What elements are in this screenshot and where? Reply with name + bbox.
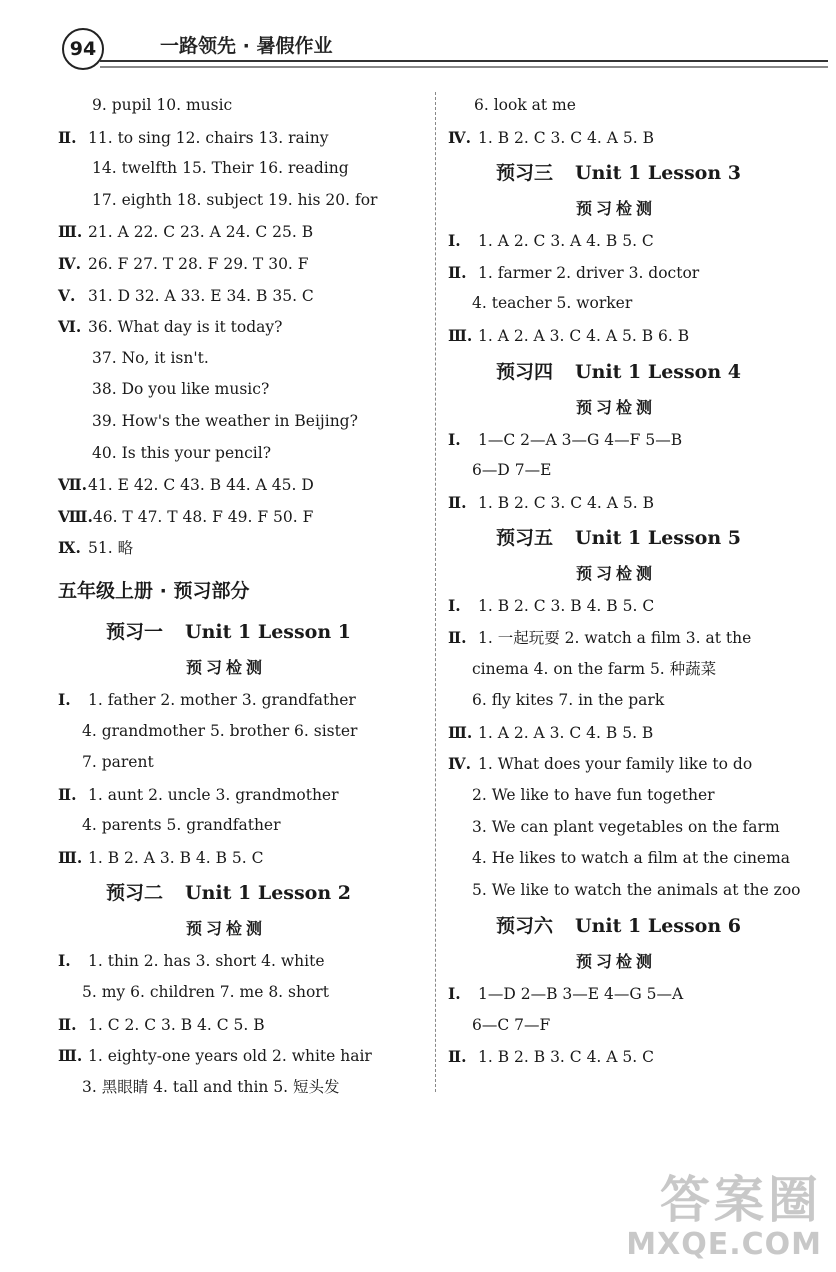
answer-text: 2. We like to have fun together [472,785,715,804]
answer-line [58,501,430,533]
watermark-logo-text: 答案圈 [660,1171,822,1229]
answer-line [448,257,828,289]
section-numeral: Ⅱ. [448,492,467,512]
lesson-heading-cn: 预习六 [496,915,554,938]
answer-line [58,374,430,406]
answer-line [448,90,828,122]
answer-line [448,654,828,686]
answer-line [58,1009,430,1041]
answer-text: 41. E 42. C 43. B 44. A 45. D [88,476,314,495]
answer-text: 40. Is this your pencil? [92,443,272,462]
answer-line [58,438,430,470]
header-rule-secondary [100,66,828,68]
answer-text: cinema 4. on the farm 5. 种蔬菜 [472,659,717,678]
preview-test-heading: 预习检测 [576,199,657,219]
lesson-heading [58,873,430,913]
section-numeral: Ⅳ. [448,127,471,147]
answer-text: 1. B 2. C 3. C 4. A 5. B [478,493,654,512]
lesson-heading [448,352,828,392]
preview-test-heading: 预习检测 [576,564,657,584]
answer-text: 14. twelfth 15. Their 16. reading [92,159,349,178]
answer-line [448,748,828,780]
answer-text: 1. B 2. B 3. C 4. A 5. C [478,1048,654,1067]
answer-line [58,406,430,438]
answer-text: 7. parent [82,753,154,772]
section-numeral: Ⅱ. [58,784,77,804]
section-numeral: Ⅱ. [58,127,77,147]
answer-line [448,717,828,749]
section-numeral: Ⅷ. [58,506,93,526]
answer-line [448,288,828,320]
answer-line [58,248,430,280]
answer-text: 6—C 7—F [472,1015,551,1034]
preview-test-heading: 预习检测 [186,919,267,939]
answer-text: 1. A 2. A 3. C 4. B 5. B [478,723,654,742]
answer-text: 4. grandmother 5. brother 6. sister [82,721,358,740]
section-numeral: Ⅲ. [58,222,83,242]
answer-text: 36. What day is it today? [88,318,283,337]
section-numeral: Ⅰ. [448,429,461,449]
preview-test-heading: 预习检测 [186,657,267,677]
answer-text: 3. We can plant vegetables on the farm [472,817,780,836]
answer-text: 1. aunt 2. uncle 3. grandmother [88,785,339,804]
section-numeral: Ⅱ. [58,1014,77,1034]
answer-text: 1. 一起玩耍 2. watch a film 3. at the [478,628,752,647]
answer-text: 1. eighty-one years old 2. white hair [88,1047,372,1066]
preview-test-heading: 预习检测 [576,397,657,417]
lesson-heading-en: Unit 1 Lesson 2 [185,882,352,905]
section-numeral: Ⅲ. [448,722,473,742]
section-numeral: Ⅵ. [58,317,82,337]
answer-text: 21. A 22. C 23. A 24. C 25. B [88,223,314,242]
answer-text: 51. 略 [88,539,134,558]
answer-line [58,185,430,217]
answer-line [448,685,828,717]
answer-line [448,487,828,519]
answer-line [448,875,828,907]
section-numeral: Ⅳ. [58,253,81,273]
answer-text: 38. Do you like music? [92,380,270,399]
answer-line [58,532,430,564]
answer-line [58,684,430,716]
answer-text: 17. eighth 18. subject 19. his 20. for [92,190,378,209]
section-numeral: Ⅲ. [58,847,83,867]
answer-text: 26. F 27. T 28. F 29. T 30. F [88,254,309,273]
left-column [58,90,430,1103]
answer-line [448,455,828,487]
answer-line [448,590,828,622]
answer-line [448,424,828,456]
right-column [448,90,828,1073]
column-divider [435,92,436,1092]
answer-text: 4. teacher 5. worker [472,294,633,313]
lesson-heading-en: Unit 1 Lesson 3 [575,162,742,185]
answer-text: 1. B 2. C 3. B 4. B 5. C [478,597,655,616]
answer-text: 1. B 2. A 3. B 4. B 5. C [88,848,264,867]
answer-text: 37. No, it isn't. [92,348,209,367]
lesson-heading-cn: 预习四 [496,360,554,383]
answer-text: 1. farmer 2. driver 3. doctor [478,263,700,282]
section-numeral: Ⅰ. [448,231,461,251]
section-numeral: Ⅸ. [58,538,81,558]
lesson-heading-cn: 预习二 [106,882,164,905]
answer-line [448,843,828,875]
answer-text: 5. my 6. children 7. me 8. short [82,983,329,1002]
answer-line [58,469,430,501]
page-number: 94 [62,28,104,70]
answer-line [58,842,430,874]
answer-text: 1—D 2—B 3—E 4—G 5—A [478,985,684,1004]
watermark-url: MXQE.COM [626,1227,822,1262]
answer-text: 1. What does your family like to do [478,755,753,774]
section-numeral: Ⅲ. [58,1046,83,1066]
lesson-heading-en: Unit 1 Lesson 1 [185,620,352,643]
answer-line [58,1072,430,1104]
answer-text: 1. father 2. mother 3. grandfather [88,690,356,709]
lesson-heading [58,612,430,652]
header-rule [100,60,828,62]
answer-line [58,311,430,343]
answer-line [448,812,828,844]
answer-text: 1—C 2—A 3—G 4—F 5—B [478,430,683,449]
answer-text: 1. B 2. C 3. C 4. A 5. B [478,128,654,147]
answer-text: 6—D 7—E [472,461,552,480]
answer-text: 46. T 47. T 48. F 49. F 50. F [92,507,314,526]
section-numeral: Ⅰ. [448,984,461,1004]
answer-line [448,1041,828,1073]
answer-line [58,716,430,748]
preview-test-heading: 预习检测 [576,952,657,972]
section-numeral: Ⅱ. [448,1047,467,1067]
answer-text: 39. How's the weather in Beijing? [92,411,358,430]
section-numeral: Ⅱ. [448,262,467,282]
answer-line [448,780,828,812]
answer-line [58,343,430,375]
answer-line [58,810,430,842]
answer-line [58,122,430,154]
section-numeral: Ⅶ. [58,475,88,495]
answer-line [448,978,828,1010]
section-numeral: Ⅰ. [58,951,71,971]
section-numeral: Ⅳ. [448,754,471,774]
lesson-heading-en: Unit 1 Lesson 6 [575,915,742,938]
answer-text: 1. A 2. A 3. C 4. A 5. B 6. B [478,326,690,345]
site-watermark [626,1172,822,1262]
answer-text: 4. parents 5. grandfather [82,816,281,835]
answer-line [448,225,828,257]
answer-text: 5. We like to watch the animals at the zoo [472,880,801,899]
answer-text: 6. fly kites 7. in the park [472,691,665,710]
answer-line [58,90,430,122]
answer-text: 31. D 32. A 33. E 34. B 35. C [88,286,314,305]
answer-line [58,153,430,185]
lesson-heading-en: Unit 1 Lesson 5 [575,527,742,550]
lesson-heading [448,518,828,558]
lesson-heading-en: Unit 1 Lesson 4 [575,360,742,383]
answer-line [58,945,430,977]
lesson-heading-cn: 预习五 [496,527,554,550]
answer-text: 4. He likes to watch a film at the cinema [472,849,791,868]
lesson-heading [448,153,828,193]
answer-line [58,779,430,811]
lesson-heading-cn: 预习三 [496,162,554,185]
answer-text: 9. pupil 10. music [92,96,233,114]
answer-text: 1. C 2. C 3. B 4. C 5. B [88,1015,265,1034]
answer-line [58,747,430,779]
section-numeral: Ⅱ. [448,627,467,647]
section-numeral: Ⅰ. [448,596,461,616]
answer-line [448,622,828,654]
answer-text: 6. look at me [474,96,576,114]
grade-section-title: 五年级上册 · 预习部分 [58,579,250,602]
section-numeral: Ⅴ. [58,285,76,305]
answer-line [58,1040,430,1072]
book-title: 一路领先 · 暑假作业 [160,35,333,57]
answer-line [58,216,430,248]
section-numeral: Ⅲ. [448,325,473,345]
answer-line [448,320,828,352]
answer-line [448,1010,828,1042]
lesson-heading [448,906,828,946]
answer-text: 1. A 2. C 3. A 4. B 5. C [478,232,654,251]
lesson-heading-cn: 预习一 [106,620,164,643]
answer-line [448,122,828,154]
answer-line [58,280,430,312]
answer-text: 11. to sing 12. chairs 13. rainy [88,128,329,147]
answer-text: 1. thin 2. has 3. short 4. white [88,952,325,971]
section-numeral: Ⅰ. [58,689,71,709]
answer-line [58,977,430,1009]
answer-text: 3. 黑眼睛 4. tall and thin 5. 短头发 [82,1077,340,1096]
